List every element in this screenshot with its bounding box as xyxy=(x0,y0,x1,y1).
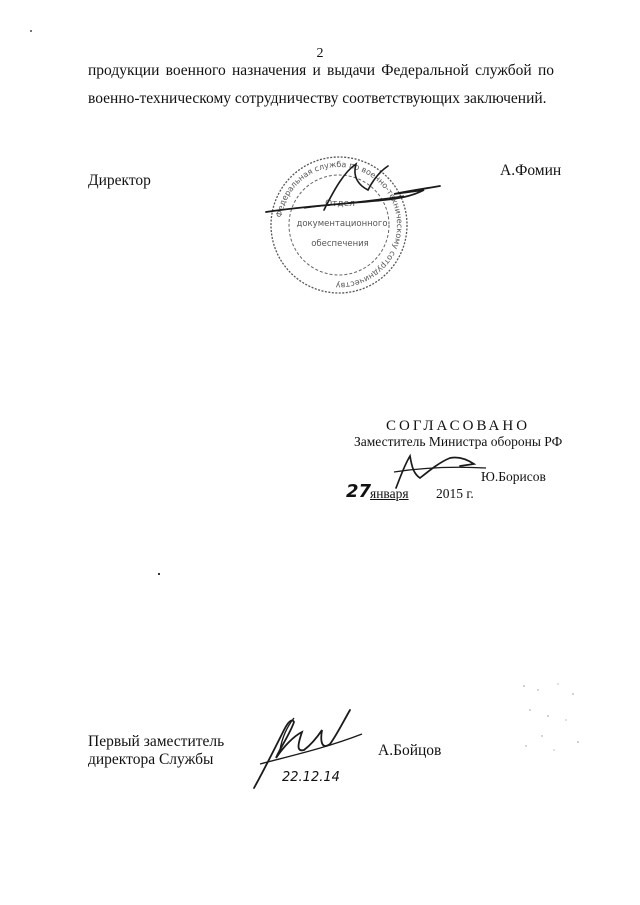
stamp-outer-text: Федеральная служба по военно-техническому сотрудничеству xyxy=(274,159,405,291)
director-signature xyxy=(264,160,444,220)
approval-date-month: января xyxy=(370,486,409,501)
approval-name: Ю.Борисов xyxy=(481,469,546,484)
deputy-title-line-2: директора Службы xyxy=(88,751,214,768)
approval-heading: СОГЛАСОВАНО xyxy=(386,418,531,434)
page-number: 2 xyxy=(316,46,324,61)
scan-noise xyxy=(518,680,588,760)
scan-speck xyxy=(30,30,32,32)
scan-speck xyxy=(158,573,160,575)
deputy-title-line-1: Первый заместитель xyxy=(88,733,225,750)
stamp-inner-top: Отдел xyxy=(325,199,355,209)
deputy-name: А.Бойцов xyxy=(378,742,442,759)
deputy-handwritten-date: 22.12.14 xyxy=(282,770,340,785)
approval-position: Заместитель Министра обороны РФ xyxy=(354,434,563,449)
director-title: Директор xyxy=(88,172,151,189)
stamp-inner-mid: документационного xyxy=(296,219,388,229)
approval-date-day: 27 xyxy=(346,481,372,502)
paragraph-line-2: военно-техническому сотрудничеству соответствующих заключений. xyxy=(88,90,547,107)
approval-date-year: 2015 г. xyxy=(436,486,474,501)
director-name: А.Фомин xyxy=(500,162,562,179)
stamp-inner-bottom: обеспечения xyxy=(311,239,369,249)
paragraph-line-1: продукции военного назначения и выдачи Федеральной службой по xyxy=(88,62,554,79)
